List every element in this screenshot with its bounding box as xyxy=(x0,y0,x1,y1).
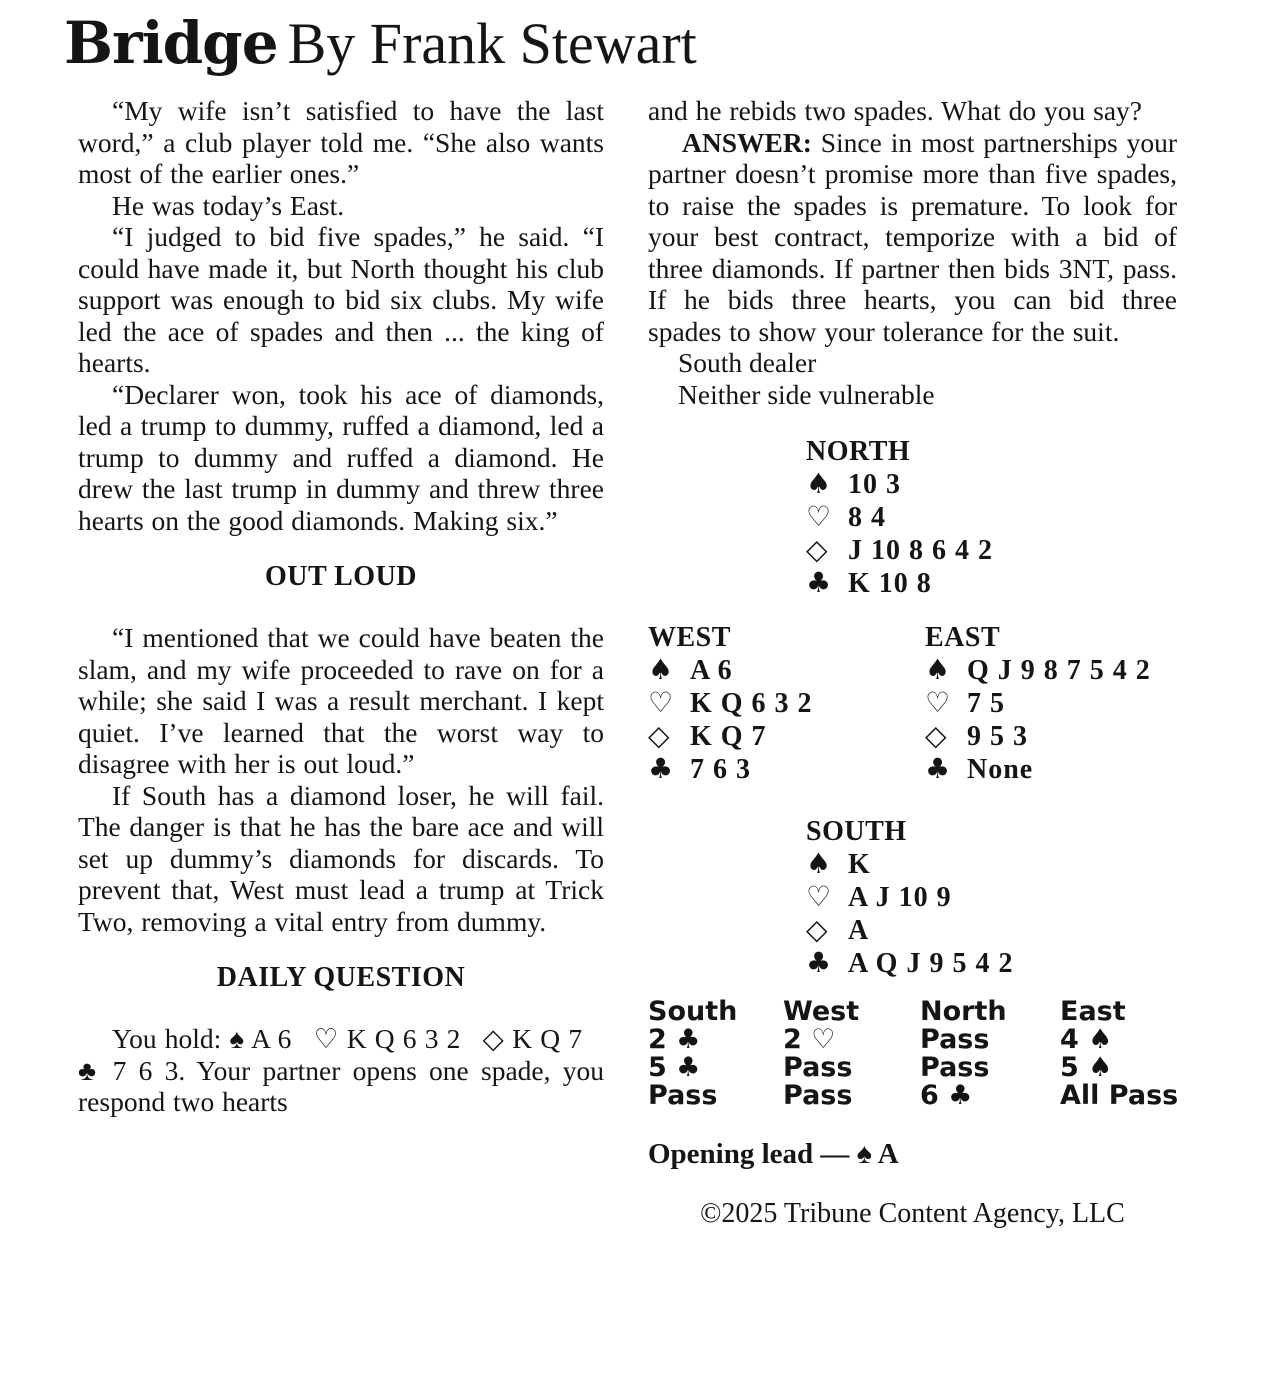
bid-cell: Pass xyxy=(783,1080,853,1111)
east-hearts-cards: 7 5 xyxy=(967,688,1005,719)
dealer-line: South dealer xyxy=(678,347,817,378)
answer-label: ANSWER: xyxy=(682,126,812,158)
column-byline: By Frank Stewart xyxy=(287,11,697,76)
east-hand xyxy=(925,622,1177,786)
bid-cell: 5 ♠ xyxy=(1060,1052,1113,1083)
north-hearts-row xyxy=(806,501,1177,534)
east-clubs-row xyxy=(925,753,1177,786)
spade-icon: ♠ xyxy=(648,653,674,686)
east-diamonds-cards: 9 5 3 xyxy=(967,721,1028,752)
bidding-header-south: South xyxy=(648,996,738,1027)
article-paragraph: If South has a diamond loser, he will fail. The danger is that he has the bare ace and will set up dummy’s diamonds for discards. To prevent that, West must lead a trump at Trick Two, removing a vital entry from dummy. xyxy=(78,779,604,937)
diamond-icon: ◇ xyxy=(925,719,947,752)
bid-cell: 4 ♠ xyxy=(1060,1024,1113,1055)
bidding-header-west: West xyxy=(783,996,860,1027)
spade-icon: ♠ xyxy=(925,653,951,686)
section-heading-daily-question: DAILY QUESTION xyxy=(216,962,466,993)
bidding-table xyxy=(648,998,1177,1110)
bid-cell: 2 ♡ xyxy=(783,1024,836,1055)
north-diamonds-cards: J 10 8 6 4 2 xyxy=(848,535,993,566)
bidding-header-north: North xyxy=(920,996,1007,1027)
south-spades-row xyxy=(806,848,1177,881)
north-diamonds-row xyxy=(806,534,1177,567)
article-paragraph: He was today’s East. xyxy=(112,189,345,221)
answer-text: Since in most partnerships your partner doesn’t promise more than five spades, to raise the spades is premature. To look for your best contract, temporize with a bid of three diamonds. If partner then bids 3NT, pass. If he bids three hearts, you can bid three spades to show your tolerance for the suit. xyxy=(648,126,1178,347)
article-paragraph: and he rebids two spades. What do you say? xyxy=(648,95,1142,126)
north-clubs-cards: K 10 8 xyxy=(848,568,932,599)
south-diamonds-cards: A xyxy=(848,915,870,946)
heart-icon: ♡ xyxy=(925,686,951,719)
club-icon: ♣ xyxy=(806,946,832,979)
deal-diagram xyxy=(648,436,1177,980)
west-clubs-cards: 7 6 3 xyxy=(690,754,751,785)
west-diamonds-row xyxy=(648,720,925,753)
diamond-icon: ◇ xyxy=(806,533,828,566)
north-hand xyxy=(806,436,1177,600)
masthead xyxy=(64,9,1177,77)
west-clubs-row xyxy=(648,753,925,786)
south-clubs-row xyxy=(806,947,1177,980)
west-hand xyxy=(648,622,925,786)
north-spades-cards: 10 3 xyxy=(848,469,901,500)
north-spades-row xyxy=(806,468,1177,501)
daily-question-hand-paragraph: You hold: ♠ A 6 ♡ K Q 6 3 2 ◇ K Q 7 ♣ 7 6 3. Your partner opens one spade, you respond two hearts xyxy=(78,1023,604,1117)
club-icon: ♣ xyxy=(648,752,674,785)
west-diamonds-cards: K Q 7 xyxy=(690,721,767,752)
south-hand-label: SOUTH xyxy=(806,816,907,847)
club-icon: ♣ xyxy=(925,752,951,785)
east-spades-cards: Q J 9 8 7 5 4 2 xyxy=(967,655,1151,686)
spade-icon: ♠ xyxy=(806,467,832,500)
bid-cell: Pass xyxy=(920,1052,990,1083)
heart-icon: ♡ xyxy=(806,500,832,533)
west-spades-row xyxy=(648,654,925,687)
south-clubs-cards: A Q J 9 5 4 2 xyxy=(848,948,1014,979)
opening-lead-line: Opening lead — ♠ A xyxy=(648,1138,899,1170)
section-heading-out-loud: OUT LOUD xyxy=(264,561,418,592)
bidding-header-east: East xyxy=(1060,996,1126,1027)
bid-cell: Pass xyxy=(920,1024,990,1055)
south-hand xyxy=(806,816,1177,980)
bid-cell: 2 ♣ xyxy=(648,1024,701,1055)
bid-cell: 6 ♣ xyxy=(920,1080,973,1111)
east-diamonds-row xyxy=(925,720,1177,753)
west-hearts-row xyxy=(648,687,925,720)
north-hearts-cards: 8 4 xyxy=(848,502,886,533)
north-hand-label: NORTH xyxy=(806,436,911,467)
club-icon: ♣ xyxy=(806,566,832,599)
north-clubs-row xyxy=(806,567,1177,600)
west-hand-label: WEST xyxy=(648,622,731,653)
south-diamonds-row xyxy=(806,914,1177,947)
answer-paragraph xyxy=(648,127,1177,348)
diamond-icon: ◇ xyxy=(648,719,670,752)
south-spades-cards: K xyxy=(848,849,871,880)
south-hearts-row xyxy=(806,881,1177,914)
copyright-line: ©2025 Tribune Content Agency, LLC xyxy=(700,1198,1125,1229)
left-column xyxy=(78,95,604,1230)
diamond-icon: ◇ xyxy=(806,913,828,946)
spade-icon: ♠ xyxy=(806,847,832,880)
east-clubs-cards: None xyxy=(967,754,1034,785)
west-hearts-cards: K Q 6 3 2 xyxy=(690,688,813,719)
heart-icon: ♡ xyxy=(648,686,674,719)
article-paragraph: “I mentioned that we could have beaten the slam, and my wife proceeded to rave on for a while; she said I was a result merchant. I kept quiet. I’ve learned that the worst way to disagree with her is out loud.” xyxy=(78,622,604,779)
bid-cell: All Pass xyxy=(1060,1080,1179,1111)
west-spades-cards: A 6 xyxy=(690,655,733,686)
bid-cell: 5 ♣ xyxy=(648,1052,701,1083)
right-column xyxy=(648,95,1177,1230)
bid-cell: Pass xyxy=(783,1052,853,1083)
bid-cell: Pass xyxy=(648,1080,718,1111)
article-columns xyxy=(78,95,1177,1230)
south-hearts-cards: A J 10 9 xyxy=(848,882,952,913)
east-hand-label: EAST xyxy=(925,622,1001,653)
west-east-hands xyxy=(648,622,1177,786)
article-paragraph: “My wife isn’t satisfied to have the last word,” a club player told me. “She also wants most of the earlier ones.” xyxy=(78,95,604,189)
article-paragraph: “I judged to bid five spades,” he said. “I could have made it, but North thought his club support was enough to bid six clubs. My wife led the ace of spades and then ... the king of hearts. xyxy=(78,221,604,378)
east-hearts-row xyxy=(925,687,1177,720)
heart-icon: ♡ xyxy=(806,880,832,913)
vulnerability-line: Neither side vulnerable xyxy=(678,378,935,410)
column-title: Bridge xyxy=(64,9,278,77)
article-paragraph: “Declarer won, took his ace of diamonds, led a trump to dummy, ruffed a diamond, led a trump to dummy and ruffed a diamond. He drew the last trump in dummy and threw three hearts on the good diamonds. Making six.” xyxy=(78,378,604,536)
east-spades-row xyxy=(925,654,1177,687)
